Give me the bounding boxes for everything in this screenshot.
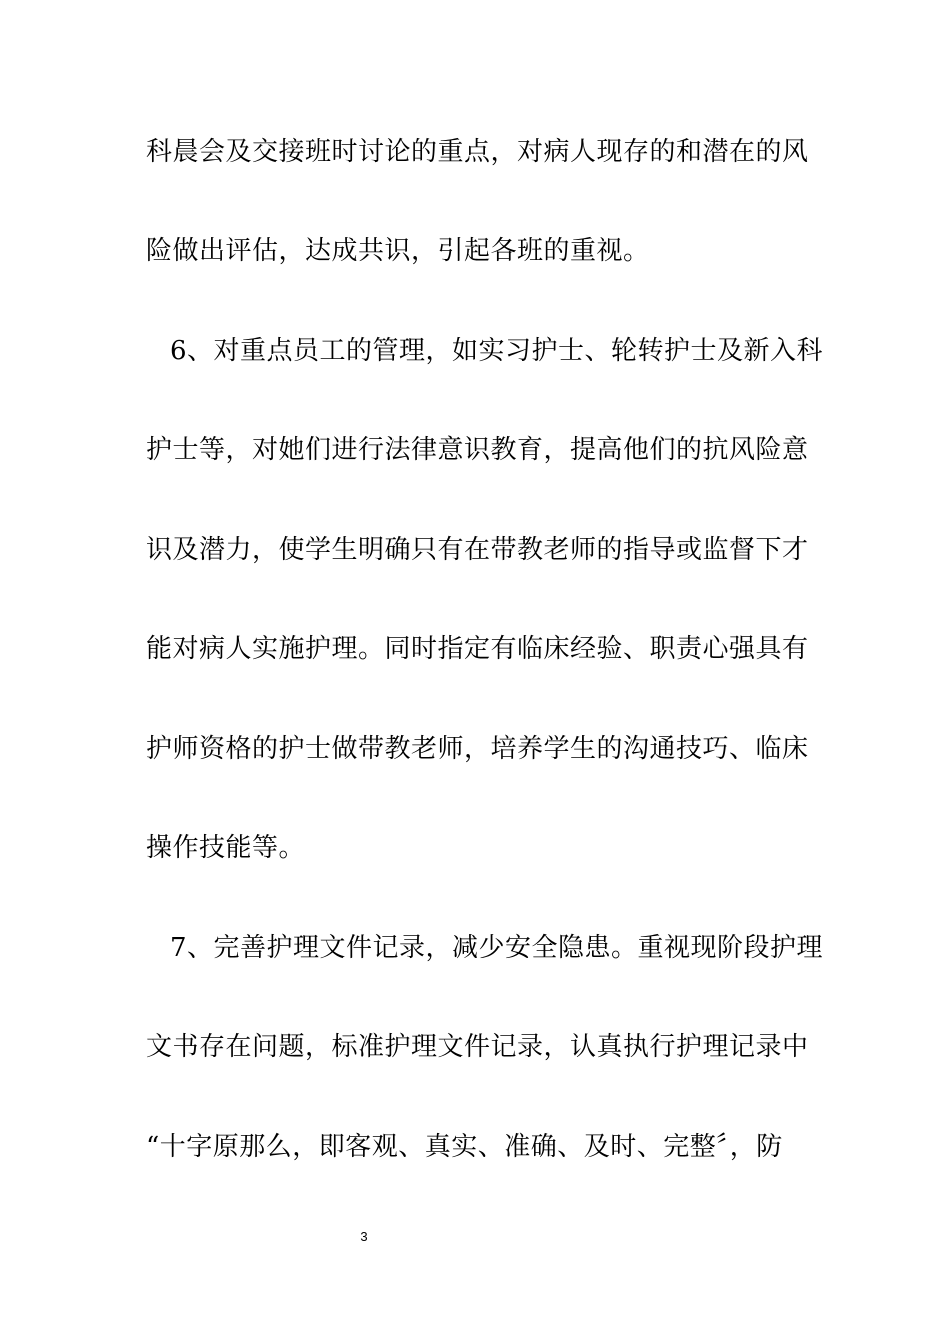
text-line: 操作技能等。 (146, 833, 306, 863)
text-line: 7、完善护理文件记录，减少安全隐患。重视现阶段护理 (170, 933, 824, 963)
text-line: 科晨会及交接班时讨论的重点，对病人现存的和潜在的风 (146, 137, 809, 167)
text-line: 6、对重点员工的管理，如实习护士、轮转护士及新入科 (170, 336, 824, 366)
text-line: 护士等，对她们进行法律意识教育，提高他们的抗风险意 (146, 435, 809, 465)
text-line: 护师资格的护士做带教老师，培养学生的沟通技巧、临床 (146, 734, 809, 764)
text-line: 险做出评估，达成共识，引起各班的重视。 (146, 236, 650, 266)
text-line: 能对病人实施护理。同时指定有临床经验、职责心强具有 (146, 634, 809, 664)
text-line: 识及潜力，使学生明确只有在带教老师的指导或监督下才 (146, 535, 809, 565)
text-line: “十字原那么，即客观、真实、准确、及时、完整〞，防 (146, 1132, 783, 1162)
text-line: 文书存在问题，标准护理文件记录，认真执行护理记录中 (146, 1032, 809, 1062)
page-number: 3 (360, 1229, 368, 1244)
